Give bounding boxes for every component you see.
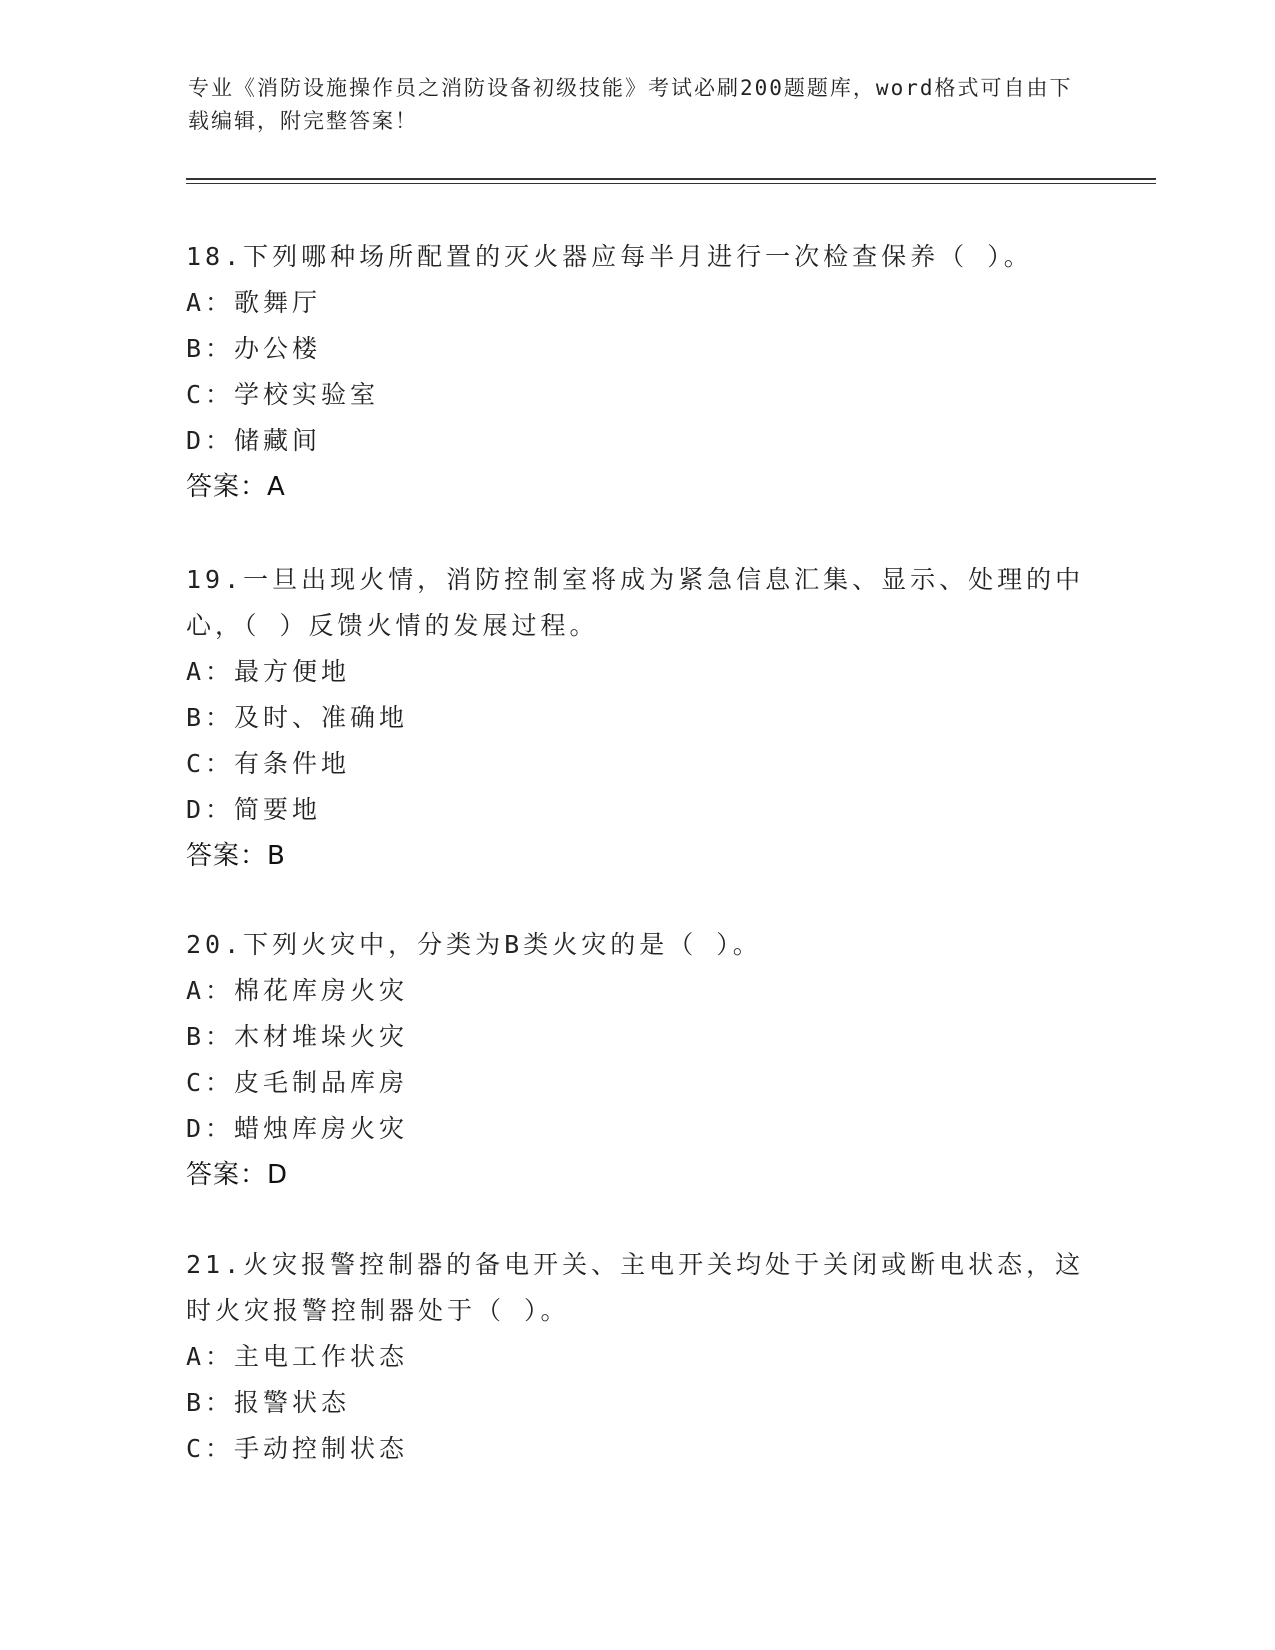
option-c: C：学校实验室 [186,380,380,409]
option-a: A：主电工作状态 [186,1342,409,1371]
question-18 [186,234,1086,510]
question-stem: 20.下列火灾中，分类为B类火灾的是（ ）。 [186,930,762,959]
answer-line: 答案：D [186,1160,289,1190]
header-divider-thin [186,183,1156,184]
answer-line: 答案：B [186,841,286,871]
option-a: A：最方便地 [186,657,351,686]
option-d: D：蜡烛库房火灾 [186,1114,409,1143]
question-stem: 18.下列哪种场所配置的灭火器应每半月进行一次检查保养（ ）。 [186,242,1033,271]
option-c: C：手动控制状态 [186,1434,409,1463]
option-b: B：办公楼 [186,334,322,363]
option-a: A：歌舞厅 [186,288,322,317]
question-stem: 19.一旦出现火情，消防控制室将成为紧急信息汇集、显示、处理的中心，（ ）反馈火情的发展过程。 [186,565,1085,640]
answer-line: 答案：A [186,472,286,502]
question-20 [186,922,1086,1198]
option-a: A：棉花库房火灾 [186,976,409,1005]
option-c: C：有条件地 [186,749,351,778]
option-b: B：木材堆垛火灾 [186,1022,409,1051]
option-d: D：简要地 [186,795,322,824]
document-header: 专业《消防设施操作员之消防设备初级技能》考试必刷200题题库，word格式可自由下载编辑，附完整答案！ [188,76,1073,133]
option-b: B：报警状态 [186,1388,351,1417]
question-stem: 21.火灾报警控制器的备电开关、主电开关均处于关闭或断电状态，这时火灾报警控制器处于（ ）。 [186,1250,1085,1325]
option-c: C：皮毛制品库房 [186,1068,409,1097]
header-divider-thick [186,178,1156,180]
question-19 [186,557,1086,879]
option-b: B：及时、准确地 [186,703,409,732]
option-d: D：储藏间 [186,426,322,455]
question-21 [186,1242,1086,1472]
